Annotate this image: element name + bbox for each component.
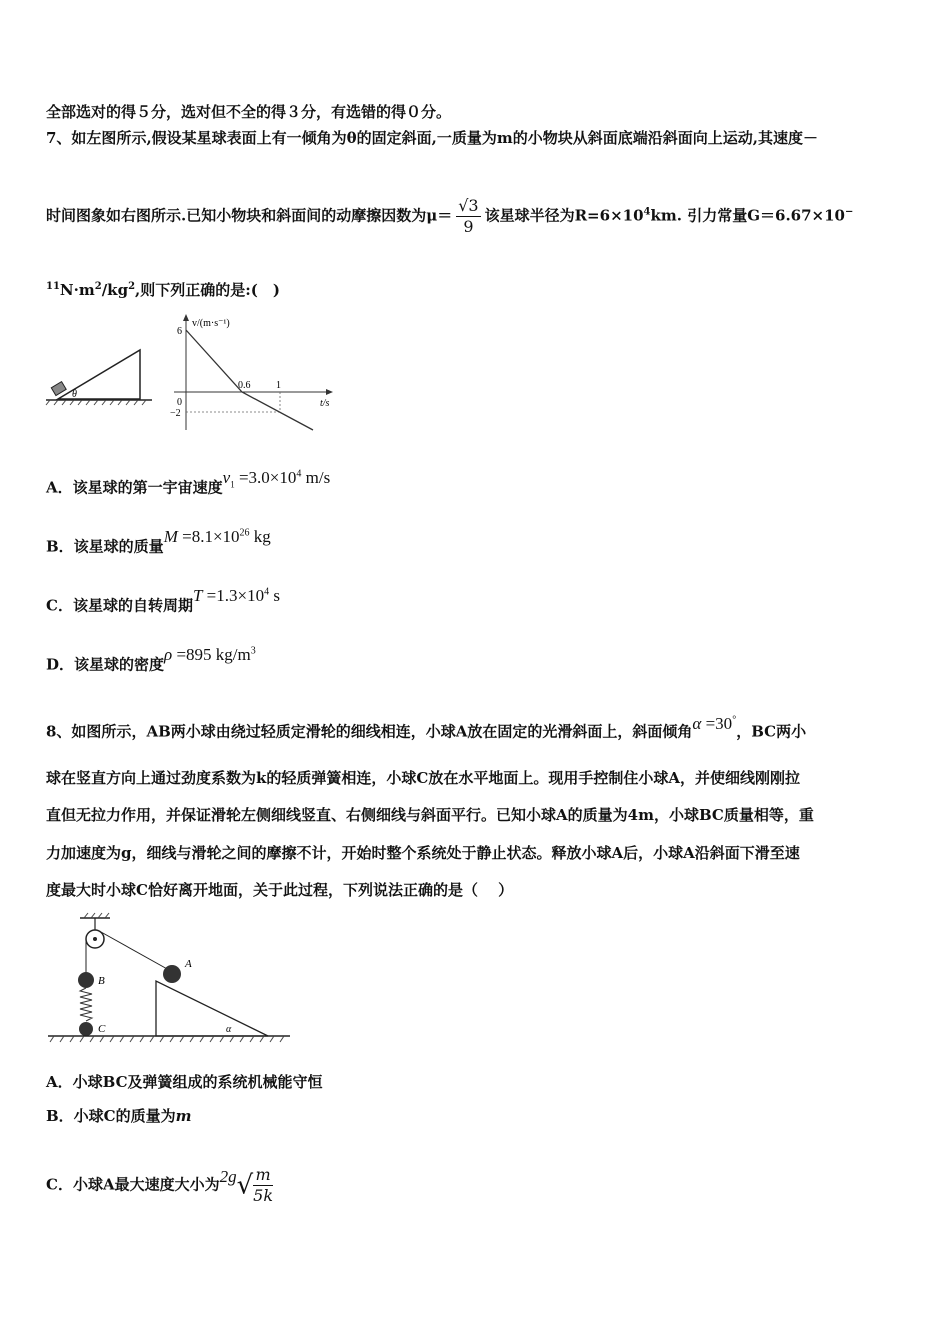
q7-option-a-sub: 1 — [230, 479, 235, 490]
label-a: A — [185, 958, 192, 970]
q8-option-b — [46, 1106, 192, 1126]
q7-option-b-unit: kg — [249, 526, 271, 546]
tick-0-6: 0.6 — [238, 380, 251, 391]
q7-option-b-value: =8.1×10 — [177, 526, 240, 546]
ground-hatch-q8 — [50, 1036, 284, 1042]
v-axis-label: v/(m·s⁻¹) — [192, 318, 230, 329]
q7-option-b-var: M — [163, 526, 178, 546]
q8-stem-line4: 力加速度为g，细线与滑轮之间的摩擦不计，开始时整个系统处于静止状态。释放小球A后，小球A沿斜面下滑至速 — [46, 844, 800, 862]
block — [51, 382, 66, 396]
pulley-axle — [93, 937, 97, 941]
q7-unit-sup3: 2 — [128, 281, 136, 292]
incline-triangle — [58, 350, 140, 399]
incline-figure — [44, 345, 154, 407]
q8-option-c-den: 5k — [253, 1186, 274, 1205]
pulley-figure — [44, 912, 294, 1047]
q8-option-c-num: m — [253, 1165, 273, 1186]
q8-alpha: α — [692, 713, 702, 733]
label-b: B — [98, 975, 105, 987]
v-axis-arrow — [183, 314, 189, 321]
q7-option-a-exp: 4 — [296, 468, 302, 479]
tick-0: 0 — [177, 397, 182, 408]
q7-line2-a: 时间图象如右图所示.已知小物块和斜面间的动摩擦因数为μ＝ — [46, 206, 453, 225]
q8-line1-a: 8、如图所示，AB两小球由绕过轻质定滑轮的细线相连，小球A放在固定的光滑斜面上，斜面倾角 — [46, 722, 693, 741]
q7-option-b-exp: 26 — [239, 527, 250, 538]
q7-stem-line3 — [46, 277, 280, 300]
q7-option-a-value: =3.0×10 — [234, 467, 297, 487]
mu-numerator: √3 — [458, 196, 479, 215]
ball-a — [163, 965, 181, 983]
q7-option-a-label: A．该星球的第一宇宙速度 — [46, 478, 223, 497]
q7-option-c-label: C．该星球的自转周期 — [46, 596, 193, 615]
t-axis-arrow — [326, 389, 333, 395]
q7-option-d-label: D．该星球的密度 — [46, 655, 165, 674]
q7-unit-kg: /kg — [101, 281, 129, 299]
q7-stem-line2 — [46, 196, 853, 237]
q8-option-a: A．小球BC及弹簧组成的系统机械能守恒 — [46, 1073, 323, 1091]
q7-option-a-unit: m/s — [301, 467, 331, 487]
q8-stem-line5: 度最大时小球C恰好离开地面，关于此过程，下列说法正确的是（ ） — [46, 881, 514, 899]
q7-option-b — [46, 526, 271, 557]
tick-neg2: −2 — [170, 408, 181, 419]
q7-line2-b-sup: 4 — [643, 206, 651, 218]
q8-stem-line1 — [46, 713, 807, 742]
theta-label: θ — [72, 389, 77, 400]
q7-line2-c: km. 引力常量G＝6.67×10 — [650, 206, 845, 225]
q8-stem-line2: 球在竖直方向上通过劲度系数为k的轻质弹簧相连，小球C放在水平地面上。现用手控制住小球A，并使细线刚刚拉 — [46, 769, 800, 787]
q7-option-d — [46, 644, 256, 675]
q7-option-c-var: T — [192, 585, 203, 605]
q7-option-c — [46, 585, 280, 616]
q7-option-c-exp: 4 — [264, 586, 270, 597]
q7-line2-b: 该星球半径为R=6×10 — [484, 206, 644, 225]
q7-line2-c-sup: − — [844, 206, 854, 218]
tick-6: 6 — [177, 326, 182, 337]
label-c: C — [98, 1023, 106, 1035]
velocity-time-graph — [168, 312, 338, 437]
q7-option-a — [46, 467, 331, 504]
intro-text: 全部选对的得５分，选对但不全的得３分，有选错的得０分。 — [46, 103, 452, 121]
q7-option-d-value: =895 kg/m — [172, 644, 251, 664]
q8-option-b-m: m — [175, 1107, 192, 1125]
q7-stem-line1: 7、如左图所示,假设某星球表面上有一倾角为θ的固定斜面,一质量为m的小物块从斜面底端沿斜面向上运动,其速度－ — [46, 129, 818, 147]
q7-exp-11: 11 — [46, 281, 60, 292]
t-axis-label: t/s — [320, 398, 330, 409]
ball-b — [78, 972, 94, 988]
mu-denominator: 9 — [463, 217, 474, 236]
q7-option-d-exp: 3 — [250, 645, 256, 656]
q7-option-c-unit: s — [269, 585, 280, 605]
spring — [80, 988, 92, 1021]
q7-unit-nm: N·m — [59, 281, 95, 299]
q7-option-a-var: v — [222, 467, 231, 487]
q8-alpha-degree: ° — [732, 714, 737, 725]
mu-fraction — [456, 196, 480, 237]
ball-c — [79, 1022, 93, 1036]
string-incline — [101, 932, 169, 970]
q8-stem-line3: 直但无拉力作用，并保证滑轮左侧细线竖直、右侧细线与斜面平行。已知小球A的质量为4m，小球BC质量相等，重 — [46, 806, 814, 824]
q7-option-b-label: B．该星球的质量 — [46, 537, 164, 556]
q8-option-c-coef: 2g — [219, 1166, 237, 1186]
tick-1: 1 — [276, 380, 281, 391]
q8-alpha-value: =30 — [701, 713, 733, 733]
label-alpha: α — [226, 1024, 232, 1035]
incline-wedge — [156, 981, 268, 1036]
q7-question-ask: ,则下列正确的是:( ) — [135, 281, 281, 299]
q8-option-c: C．小球A最大速度大小为2g√ $\frac{m}{5k}$ — [46, 1165, 274, 1205]
q8-option-c-label: C．小球A最大速度大小为 — [46, 1175, 220, 1194]
q7-option-c-value: =1.3×10 — [202, 585, 265, 605]
q7-option-d-var: ρ — [164, 644, 173, 664]
q8-line1-b: ，BC两小 — [736, 722, 807, 741]
q8-option-b-label: B．小球C的质量为 — [46, 1107, 176, 1125]
q7-unit-sup2: 2 — [94, 281, 102, 292]
